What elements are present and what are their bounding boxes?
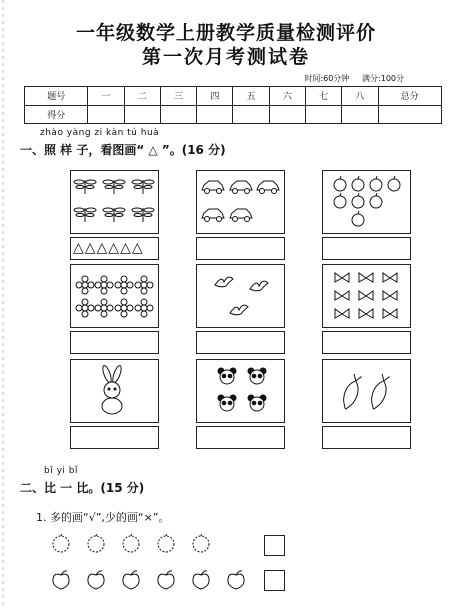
picture-box-radishes	[322, 359, 411, 423]
score-input-cell[interactable]	[306, 105, 342, 124]
picture-box-dragonflies	[70, 170, 159, 234]
title-line1: 一年级数学上册教学质量检测评价	[75, 22, 376, 44]
car-icon	[197, 171, 284, 233]
time-label: 时间:60分钟	[304, 74, 350, 83]
flower-icon	[71, 265, 158, 327]
score-cell: 二	[124, 87, 160, 106]
left-margin-strip	[0, 0, 6, 607]
answer-checkbox-peaches[interactable]	[264, 570, 285, 591]
score-cell: 三	[160, 87, 196, 106]
bird-icon	[197, 265, 284, 327]
answer-box-dragonflies[interactable]	[70, 237, 159, 260]
answer-box-apples[interactable]	[322, 237, 411, 260]
score-input-cell[interactable]	[269, 105, 305, 124]
picture-box-birds	[196, 264, 285, 328]
triangle-example-answer: △△△△△△	[73, 240, 144, 256]
section1-pinyin: zhào yàng zi kàn tú huà	[40, 128, 160, 138]
section2-heading: 二、比 一 比。(15 分)	[20, 481, 145, 495]
picture-box-flowers	[70, 264, 159, 328]
picture-box-apples	[322, 170, 411, 234]
full-score-label: 满分:100分	[362, 74, 404, 83]
section1-heading: 一、照 样 子，看图画“ △ ”。(16 分)	[20, 143, 226, 157]
exam-meta	[304, 73, 404, 84]
question-1: 1. 多的画“√”,少的画“×”。	[36, 511, 170, 524]
answer-box-rabbit[interactable]	[70, 426, 159, 449]
answer-box-flowers[interactable]	[70, 331, 159, 354]
score-cell: 八	[342, 87, 378, 106]
score-table	[24, 86, 442, 124]
apple-icon	[323, 171, 410, 233]
score-cell: 七	[306, 87, 342, 106]
answer-box-pandas[interactable]	[196, 426, 285, 449]
picture-box-rabbit	[70, 359, 159, 423]
title-line2: 第一次月考测试卷	[141, 46, 310, 68]
answer-box-butterflies[interactable]	[322, 331, 411, 354]
picture-box-pandas	[196, 359, 285, 423]
peach-row-icons	[46, 566, 256, 592]
rabbit-icon	[71, 360, 158, 422]
answer-box-radishes[interactable]	[322, 426, 411, 449]
answer-box-birds[interactable]	[196, 331, 285, 354]
score-input-cell[interactable]	[378, 105, 441, 124]
dragonfly-icon	[71, 171, 158, 233]
score-input-cell[interactable]	[88, 105, 124, 124]
score-cell: 总分	[378, 87, 441, 106]
answer-checkbox-apples[interactable]	[264, 535, 285, 556]
score-cell: 一	[88, 87, 124, 106]
picture-box-butterflies	[322, 264, 411, 328]
picture-box-cars	[196, 170, 285, 234]
score-cell: 五	[233, 87, 269, 106]
score-input-cell[interactable]	[342, 105, 378, 124]
section2-pinyin: bǐ yi bǐ	[44, 466, 78, 476]
score-input-cell[interactable]	[197, 105, 233, 124]
score-row-label: 得分	[25, 105, 88, 124]
score-input-cell[interactable]	[160, 105, 196, 124]
answer-box-cars[interactable]	[196, 237, 285, 260]
butterfly-icon	[323, 265, 410, 327]
score-cell: 六	[269, 87, 305, 106]
score-table-score-row	[25, 105, 442, 124]
apple-row-icons	[46, 532, 226, 554]
score-cell: 题号	[25, 87, 88, 106]
radish-icon	[323, 360, 410, 422]
score-input-cell[interactable]	[233, 105, 269, 124]
score-cell: 四	[197, 87, 233, 106]
score-table-header-row	[25, 87, 442, 106]
score-input-cell[interactable]	[124, 105, 160, 124]
panda-icon	[197, 360, 284, 422]
